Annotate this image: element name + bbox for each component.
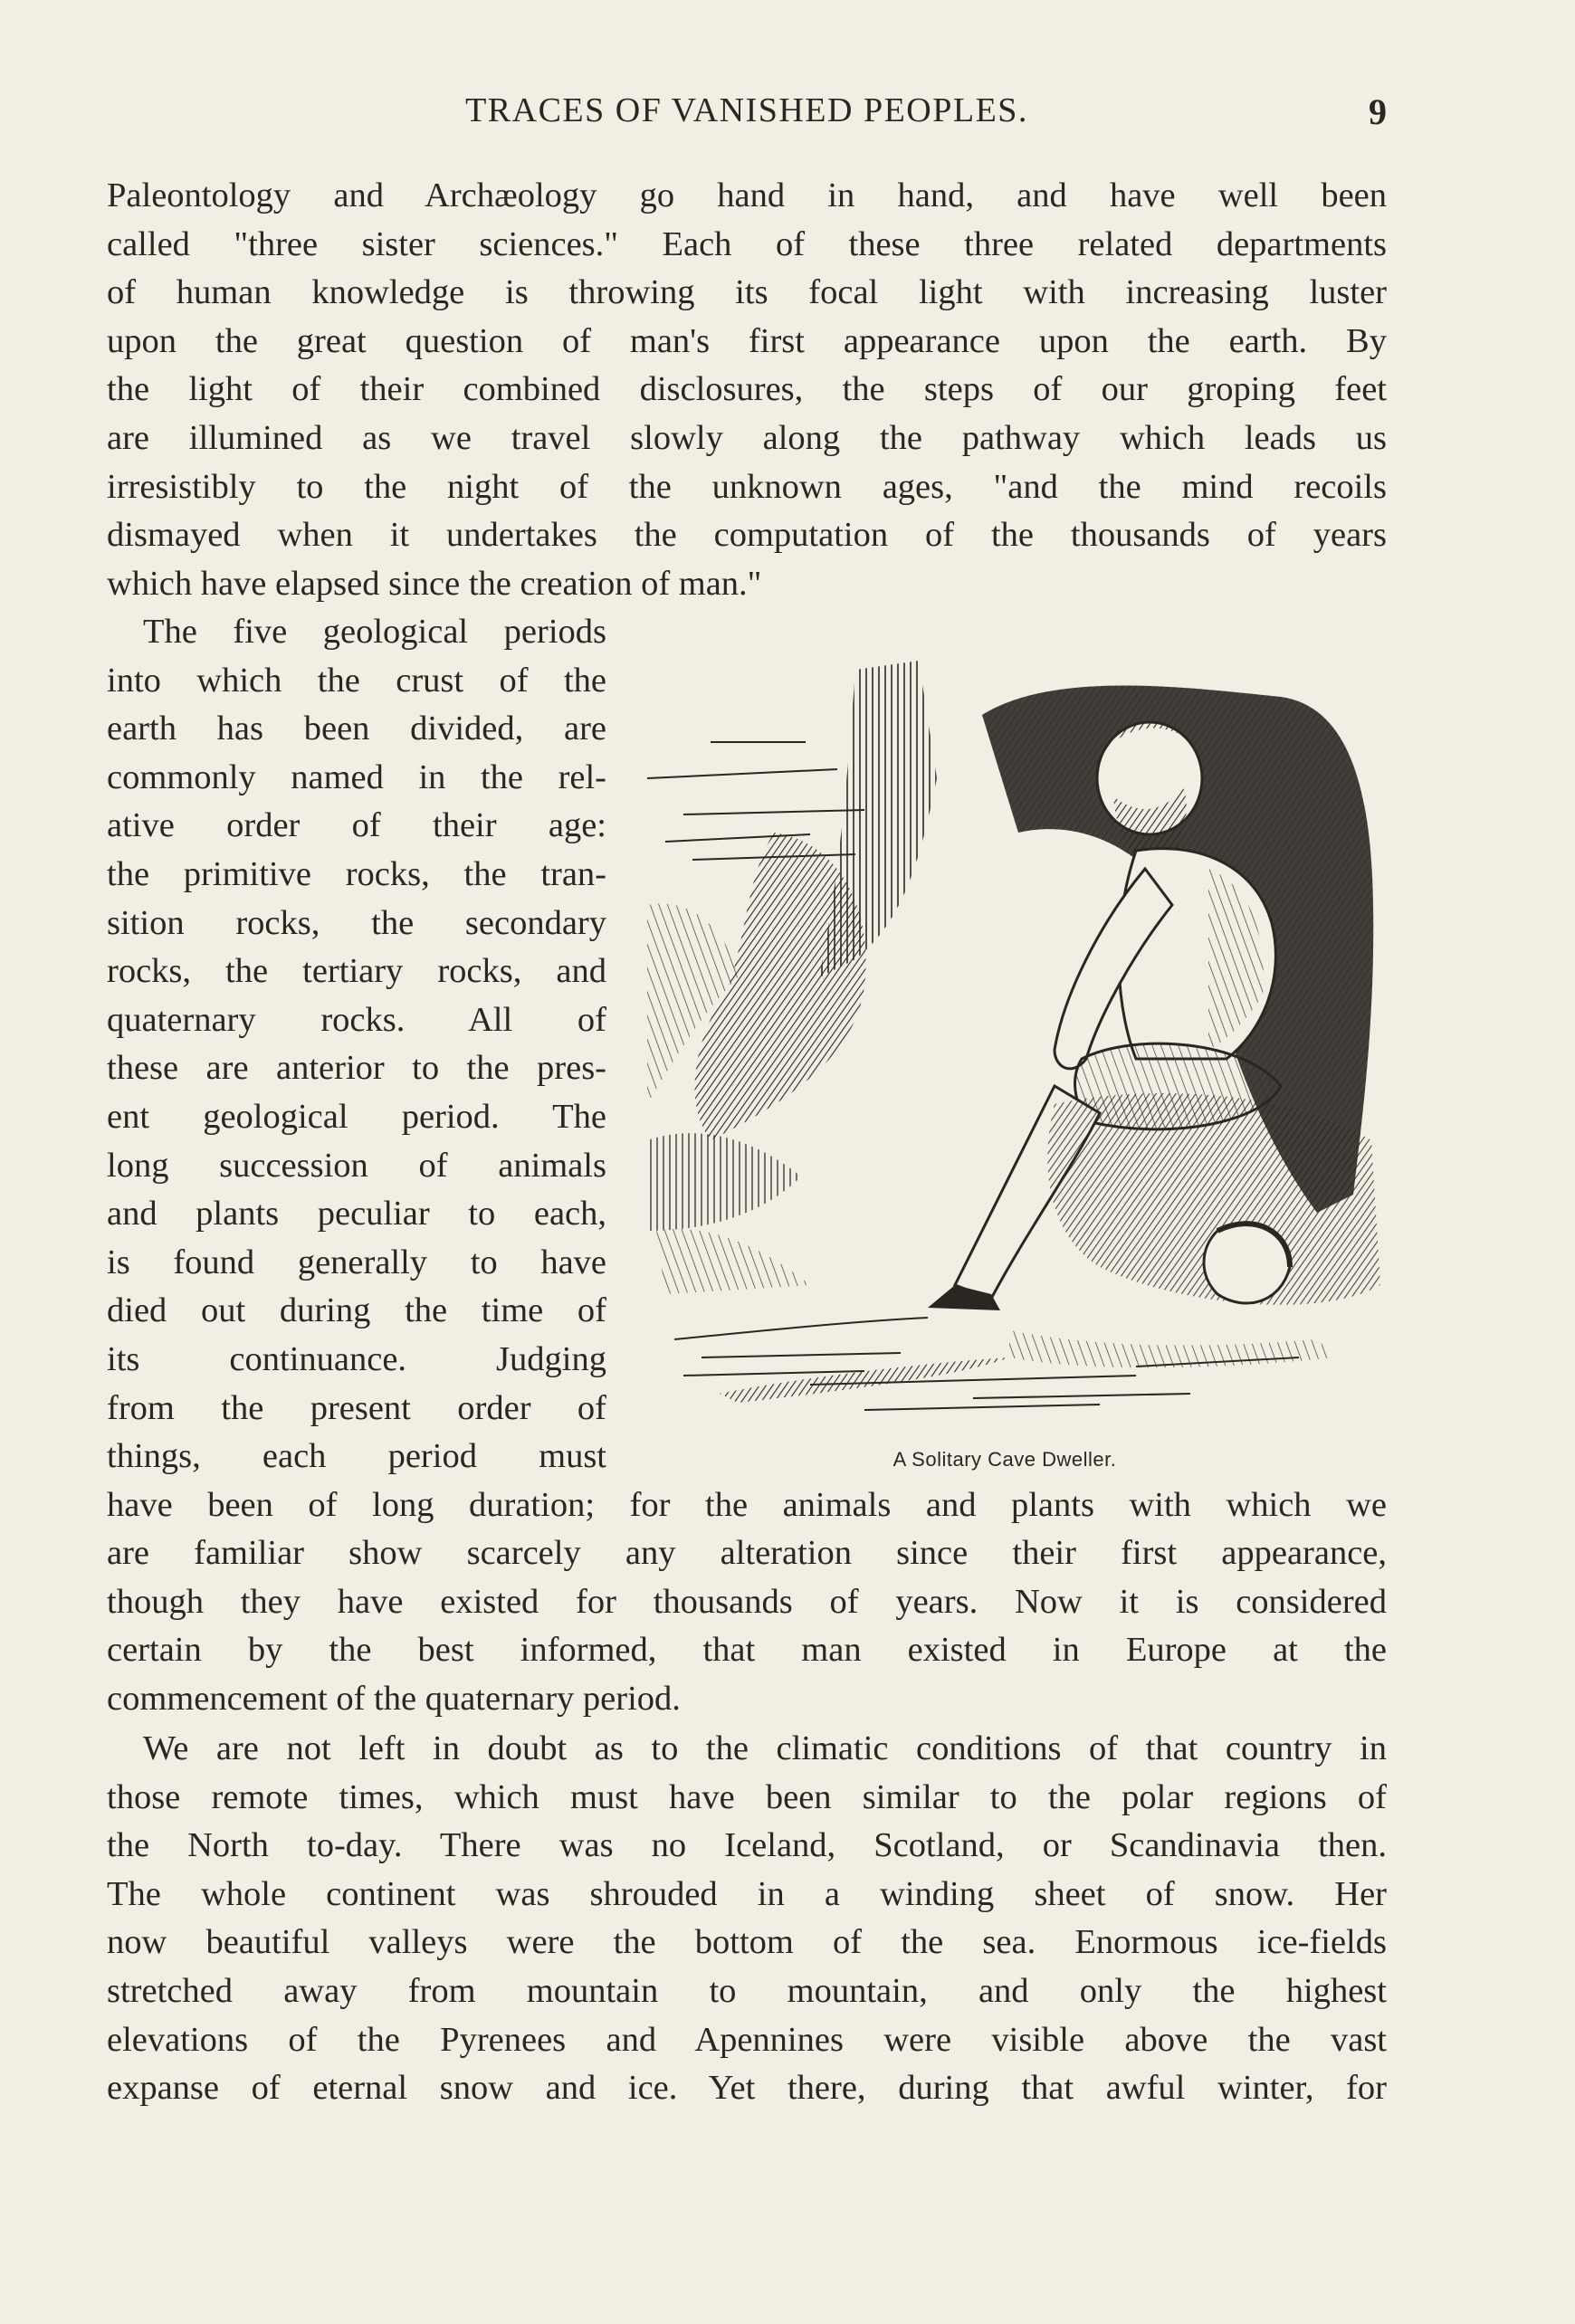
text-line: are familiar show scarcely any alteration since their first appearance, [107,1534,1387,1573]
text-line: ative order of their age: [107,806,606,845]
text-line: Paleontology and Archæology go hand in hand, and have well been [107,176,1387,214]
text-line: and plants peculiar to each, [107,1195,606,1233]
text-line: into which the crust of the [107,661,606,700]
text-line: rocks, the tertiary rocks, and [107,952,606,991]
running-head [0,90,1575,145]
text-line: the light of their combined disclosures, the steps of our groping feet [107,370,1387,409]
text-line: its continuance. Judging [107,1339,606,1378]
text-line: We are not left in doubt as to the climatic conditions of that country in [143,1729,1387,1767]
text-line: stretched away from mountain to mountain, and only the highest [107,1971,1387,2010]
text-line: dismayed when it undertakes the computation of the thousands of years [107,516,1387,555]
engraving-image [629,633,1380,1439]
text-line: irresistibly to the night of the unknown ages, "and the mind recoils [107,467,1387,506]
text-line: the primitive rocks, the tran- [107,854,606,893]
text-line: The whole continent was shrouded in a winding sheet of snow. Her [107,1874,1387,1913]
text-line: called "three sister sciences." Each of these three related departments [107,224,1387,263]
text-line: certain by the best informed, that man existed in Europe at the [107,1631,1387,1670]
text-line: quaternary rocks. All of [107,1000,606,1039]
text-line: which have elapsed since the creation of man." [107,564,762,603]
text-line: is found generally to have [107,1243,606,1281]
cave-dweller-illustration [629,633,1380,1502]
text-line: though they have existed for thousands of years. Now it is considered [107,1582,1387,1621]
text-line: from the present order of [107,1388,606,1427]
text-line: of human knowledge is throwing its focal light with increasing luster [107,273,1387,312]
text-line: those remote times, which must have been similar to the polar regions of [107,1777,1387,1816]
text-line: The five geological periods [143,613,606,651]
text-line: these are anterior to the pres- [107,1049,606,1088]
text-line: commencement of the quaternary period. [107,1680,681,1719]
figure-caption: A Solitary Cave Dweller. [892,1448,1117,1471]
text-line: the North to-day. There was no Iceland, Scotland, or Scandinavia then. [107,1826,1387,1865]
text-line: are illumined as we travel slowly along the pathway which leads us [107,418,1387,457]
text-line: commonly named in the rel- [107,757,606,796]
text-line: sition rocks, the secondary [107,903,606,942]
text-line: died out during the time of [107,1291,606,1330]
page-number: 9 [1369,91,1387,132]
text-line: elevations of the Pyrenees and Apennines were visible above the vast [107,2020,1387,2059]
text-line: earth has been divided, are [107,710,606,748]
text-line: ent geological period. The [107,1097,606,1136]
text-line: now beautiful valleys were the bottom of the sea. Enormous ice-fields [107,1923,1387,1962]
text-line: expanse of eternal snow and ice. Yet there, during that awful winter, for [107,2069,1387,2108]
text-line: things, each period must [107,1437,606,1476]
text-line: upon the great question of man's first appearance upon the earth. By [107,321,1387,360]
paragraph-1 [107,172,1387,608]
paragraph-3 [107,1725,1387,2113]
running-title: TRACES OF VANISHED PEOPLES. [465,91,1028,129]
text-line: have been of long duration; for the animals and plants with which we [107,1485,1387,1524]
text-line: long succession of animals [107,1146,606,1185]
